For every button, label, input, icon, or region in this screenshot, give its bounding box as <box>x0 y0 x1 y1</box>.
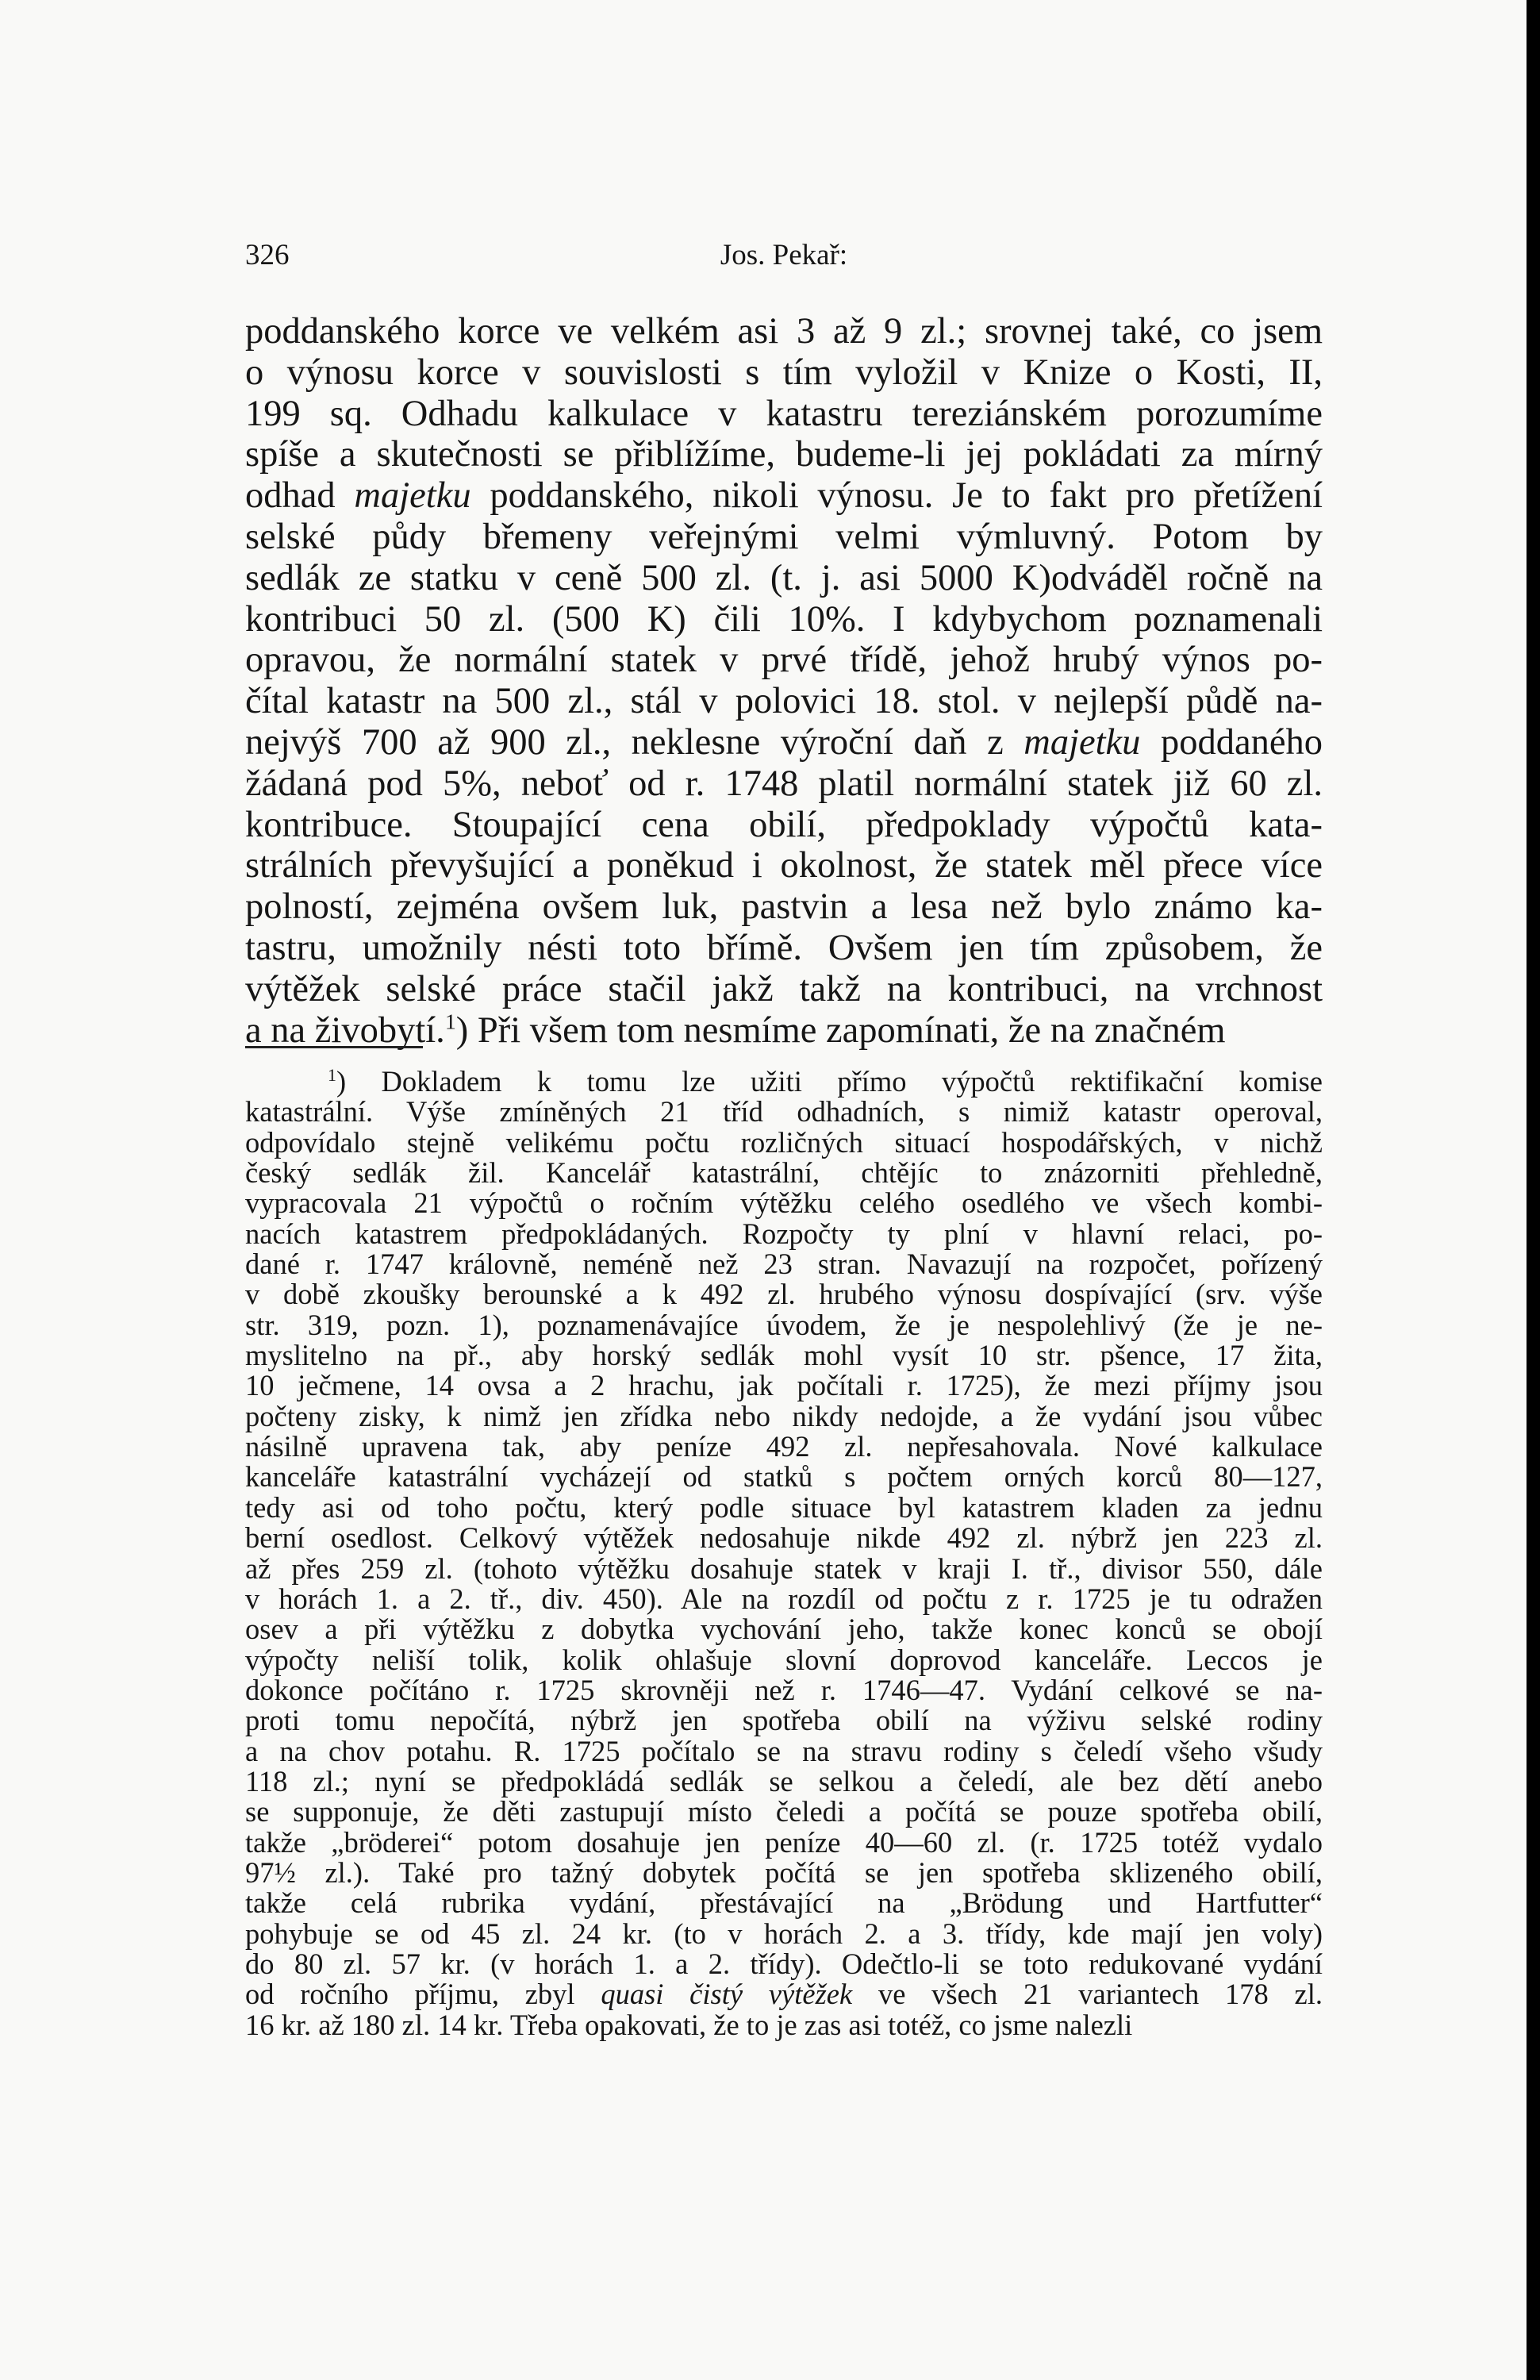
main-text-line: žádaná pod 5%, neboť od r. 1748 platil normální statek již 60 zl. <box>245 763 1323 804</box>
main-text-line: selské půdy břemeny veřejnými velmi výmluvný. Potom by <box>245 516 1323 557</box>
footnote-line: 10 ječmene, 14 ovsa a 2 hrachu, jak počítali r. 1725), že mezi příjmy jsou <box>245 1369 1323 1402</box>
main-text-line: čítal katastr na 500 zl., stál v polovici 18. stol. v nejlepší půdě na- <box>245 681 1323 722</box>
page-number: 326 <box>245 239 290 271</box>
footnote-line: od ročního příjmu, zbyl quasi čistý výtěžek ve všech 21 variantech 178 zl. <box>245 1978 1323 2011</box>
footnote-line: proti tomu nepočítá, nýbrž jen spotřeba obilí na výživu selské rodiny <box>245 1704 1323 1737</box>
footnote-line: katastrální. Výše zmíněných 21 tříd odhadních, s nimiž katastr operoval, <box>245 1095 1323 1128</box>
footnote-marker: 1 <box>328 1064 336 1085</box>
main-text-line: 199 sq. Odhadu kalkulace v katastru tereziánském porozumíme <box>245 393 1323 434</box>
footnote-line: 97½ zl.). Také pro tažný dobytek počítá se jen spotřeba sklizeného obilí, <box>245 1855 1323 1889</box>
main-text-line: strálních převyšující a poněkud i okolnost, že statek měl přece více <box>245 845 1323 886</box>
footnote-line: odpovídalo stejně velikému počtu rozličných situací hospodářských, v nichž <box>245 1125 1323 1159</box>
main-text <box>245 311 1323 1051</box>
footnote-line: se supponuje, že děti zastupují místo čeledi a počítá se pouze spotřeba obilí, <box>245 1795 1323 1828</box>
footnote-line: nacích katastrem předpokládaných. Rozpočty ty plní v hlavní relaci, po- <box>245 1217 1323 1250</box>
footnote-line: tedy asi od toho počtu, který podle situace byl katastrem kladen za jednu <box>245 1490 1323 1524</box>
footnote-line: vypracovala 21 výpočtů o ročním výtěžku celého osedlého ve všech kombi- <box>245 1186 1323 1220</box>
footnote-line: $^1$) Dokladem k tomu lze užiti přímo výpočtů rektifikační komise <box>328 1064 1323 1098</box>
footnote-line: do 80 zl. 57 kr. (v horách 1. a 2. třídy). Odečtlo-li se toto redukované vydání <box>245 1947 1323 1980</box>
footnote-reference: 1 <box>444 1009 456 1034</box>
footnote-line: str. 319, pozn. 1), poznamenávajíce úvodem, že je nespolehlivý (že je ne- <box>245 1308 1323 1341</box>
footnote-line: takže celá rubrika vydání, přestávající na „Brödung und Hartfutter“ <box>245 1886 1323 1920</box>
emphasized-text: majetku <box>1023 721 1141 763</box>
footnote-line: kanceláře katastrální vycházejí od statků s počtem orných korců 80—127, <box>245 1460 1323 1494</box>
footnote-line: v době zkoušky berounské a k 492 zl. hrubého výnosu dospívající (srv. výše <box>245 1278 1323 1311</box>
page-header <box>245 238 1323 283</box>
footnote-line: pohybuje se od 45 zl. 24 kr. (to v horách 2. a 3. třídy, kde mají jen voly) <box>245 1917 1323 1950</box>
main-text-line: a na živobytí.$^1$) Při všem tom nesmíme zapomínati, že na značném <box>245 1009 1226 1051</box>
main-text-line: sedlák ze statku v ceně 500 zl. (t. j. asi 5000 K)odváděl ročně na <box>245 557 1323 598</box>
main-text-line: o výnosu korce v souvislosti s tím vyložil v Knize o Kosti, II, <box>245 352 1323 393</box>
main-text-line: nejvýš 700 až 900 zl., neklesne výroční daň z majetku poddaného <box>245 721 1323 763</box>
main-text-line: opravou, že normální statek v prvé třídě, jehož hrubý výnos po- <box>245 640 1323 681</box>
footnote-line: a na chov potahu. R. 1725 počítalo se na stravu rodiny s čeledí všeho všudy <box>245 1734 1323 1767</box>
main-text-line: výtěžek selské práce stačil jakž takž na kontribuci, na vrchnost <box>245 968 1323 1009</box>
footnote-line: takže „bröderei“ potom dosahuje jen peníze 40—60 zl. (r. 1725 totéž vydalo <box>245 1825 1323 1859</box>
footnote-line: český sedlák žil. Kancelář katastrální, chtějíc to znázorniti přehledně, <box>245 1156 1323 1190</box>
main-text-line: tastru, umožnily nésti toto břímě. Ovšem jen tím způsobem, že <box>245 927 1323 968</box>
footnotes <box>245 1064 1323 2041</box>
main-text-line: poddanského korce ve velkém asi 3 až 9 zl.; srovnej také, co jsem <box>245 311 1323 352</box>
emphasized-text: majetku <box>354 475 471 517</box>
main-text-line: polností, zejména ovšem luk, pastvin a lesa než bylo známo ka- <box>245 886 1323 928</box>
main-text-line: spíše a skutečnosti se přiblížíme, budeme-li jej pokládati za mírný <box>245 434 1323 475</box>
footnote-line: až přes 259 zl. (tohoto výtěžku dosahuje statek v kraji I. tř., divisor 550, dále <box>245 1551 1323 1585</box>
footnote-separator <box>245 1046 423 1048</box>
footnote-line: myslitelno na př., aby horský sedlák mohl vysít 10 str. pšence, 17 žita, <box>245 1339 1323 1372</box>
footnote-line: výpočty neliší tolik, kolik ohlašuje slovní doprovod kanceláře. Leccos je <box>245 1643 1323 1676</box>
footnote-line: v horách 1. a 2. tř., div. 450). Ale na rozdíl od počtu z r. 1725 je tu odražen <box>245 1582 1323 1615</box>
footnote-line: násilně upravena tak, aby peníze 492 zl. nepřesahovala. Nové kalkulace <box>245 1430 1323 1463</box>
footnote-line: dané r. 1747 královně, neméně než 23 stran. Navazují na rozpočet, pořízený <box>245 1248 1323 1281</box>
emphasized-text: quasi čistý výtěžek <box>601 1978 853 2011</box>
main-text-line: kontribuce. Stoupající cena obilí, předpoklady výpočtů kata- <box>245 804 1323 845</box>
footnote-line: dokonce počítáno r. 1725 skrovněji než r. 1746—47. Vydání celkové se na- <box>245 1673 1323 1706</box>
footnote-line: osev a při výtěžku z dobytka vychování jeho, takže konec konců se obojí <box>245 1613 1323 1646</box>
footnote-line: berní osedlost. Celkový výtěžek nedosahuje nikde 492 zl. nýbrž jen 223 zl. <box>245 1521 1323 1555</box>
running-head: Jos. Pekař: <box>720 239 848 271</box>
main-text-line: kontribuci 50 zl. (500 K) čili 10%. I kdybychom poznamenali <box>245 598 1323 640</box>
main-text-line: odhad majetku poddanského, nikoli výnosu. Je to fakt pro přetížení <box>245 475 1323 517</box>
footnote-line: 118 zl.; nyní se předpokládá sedlák se selkou a čeledí, ale bez dětí anebo <box>245 1764 1323 1797</box>
footnote-line: počteny zisky, k nimž jen zřídka nebo nikdy nedojde, a že vydání jsou vůbec <box>245 1399 1323 1432</box>
footnote-line: 16 kr. až 180 zl. 14 kr. Třeba opakovati, že to je zas asi totéž, co jsme nalezli <box>245 2008 1133 2041</box>
